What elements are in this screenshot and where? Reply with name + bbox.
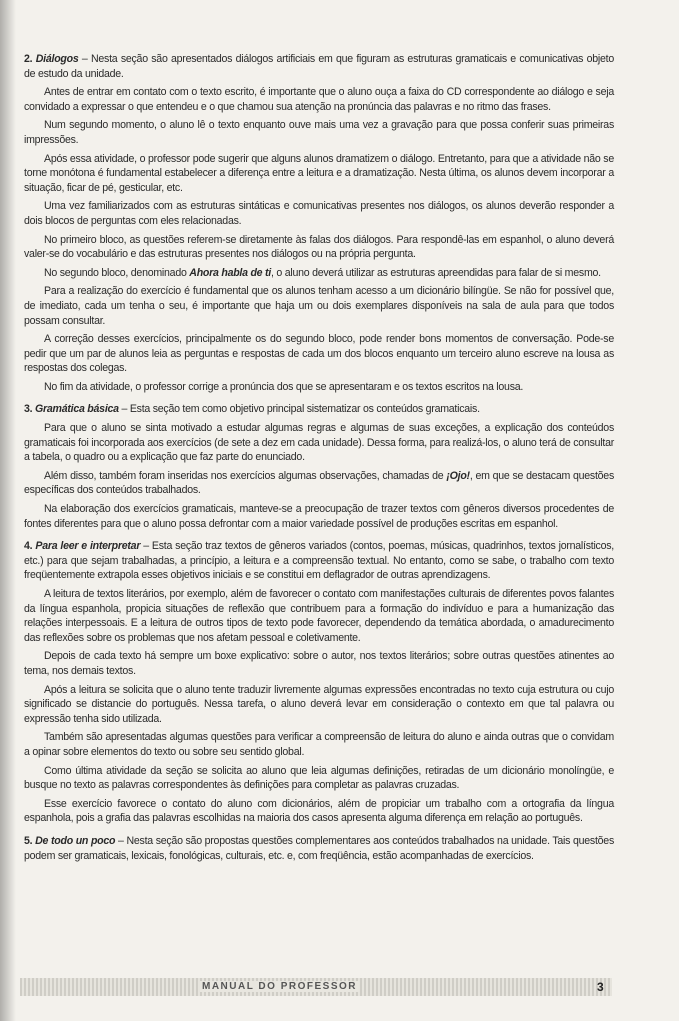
section-4-intro: 4. Para leer e interpretar – Esta seção traz textos de gêneros variados (contos, poemas, músicas, quadrinhos, textos jornalísticos, etc.) para que sejam trabalhadas, a princípio, a leitura e a compreensão textual. No entanto, como se sabe, o trabalho com texto freqüentemente extrapola esses objetivos iniciais e se constitui em deflagrador de outras aprendizagens. — [24, 540, 614, 582]
paragraph: Também são apresentadas algumas questões para verificar a compreensão de leitura do aluno e ainda outras que o convidam a opinar sobre elementos do texto ou sobre seu sentido global. — [24, 731, 614, 758]
paragraph: Após essa atividade, o professor pode sugerir que alguns alunos dramatizem o diálogo. Entretanto, para que a atividade não se torne monótona é fundamental estabelecer a diferença entre a leitura e a dramatização. Nesta última, os alunos devem incorporar a situação, ficar de pé, gesticular, etc. — [24, 152, 614, 194]
section-title: Para leer e interpretar — [35, 540, 141, 553]
section-2-intro: 2. Diálogos – Nesta seção são apresentados diálogos artificiais em que figuram as estruturas gramaticais e comunicativas objeto de estudo da unidade. — [24, 53, 614, 80]
text-run: Além disso, também foram inseridas nos exercícios algumas observações, chamadas de — [44, 469, 447, 482]
section-para-leer — [24, 539, 614, 826]
paragraph: Para a realização do exercício é fundamental que os alunos tenham acesso a um dicionário bilíngüe. Se não for possível que, de imediato, cada um tenha o seu, é importante que haja um ou dois exemplares disponíveis na sala de aula para que todos possam consultar. — [24, 285, 614, 327]
paragraph — [24, 266, 614, 281]
paragraph: Num segundo momento, o aluno lê o texto enquanto ouve mais uma vez a gravação para que possa conferir suas primeiras impressões. — [24, 119, 614, 146]
text-run: No segundo bloco, denominado — [44, 266, 190, 279]
section-dialogos — [24, 52, 614, 394]
footer-band — [20, 978, 612, 996]
section-5-intro: 5. De todo un poco – Nesta seção são propostas questões complementares aos conteúdos trabalhados na unidade. Tais questões podem ser gramaticais, lexicais, fonológicas, culturais, etc. e, com freqüência, estão acompanhadas de exercícios. — [24, 834, 614, 862]
page-binding-shadow — [0, 0, 16, 1021]
section-title: Diálogos — [35, 53, 79, 65]
emphasis-term: ¡Ojo! — [446, 469, 470, 482]
section-title: De todo un poco — [35, 834, 116, 847]
paragraph: Após a leitura se solicita que o aluno tente traduzir livremente algumas expressões encontradas no texto cuja estrutura ou cujo significado se distancie do português. Nessa tarefa, o aluno deverá levar em consideração o contexto em que tal palavra ou expressão tenha sido utilizada. — [24, 683, 614, 725]
section-number: 3. — [24, 403, 33, 416]
footer-label: MANUAL DO PROFESSOR — [202, 981, 357, 992]
paragraph: A leitura de textos literários, por exemplo, além de favorecer o contato com manifestações culturais de diferentes povos falantes da língua espanhola, propicia situações de reflexão que contribuem para a formação do indivíduo e para a humanização das relações interpessoais. E a leitura de outros tipos de texto pode favorecer, dependendo da temática abordada, o amadurecimento das reflexões sobre os problemas que nos afetam pessoal e coletivamente. — [24, 588, 614, 644]
paragraph: Nesta seção são apresentados diálogos artificiais em que figuram as estruturas gramaticais e comunicativas objeto de estudo da unidade. — [24, 53, 614, 80]
section-de-todo-un-poco — [24, 834, 614, 863]
section-number: 4. — [24, 540, 33, 553]
paragraph: Esse exercício favorece o contato do aluno com dicionários, além de propiciar um trabalho com a ortografia da língua espanhola, pois a grafia das palavras escolhidas na maioria dos casos apresenta alguma diferença em relação ao português. — [24, 797, 614, 825]
paragraph — [24, 469, 614, 498]
paragraph: Esta seção traz textos de gêneros variados (contos, poemas, músicas, quadrinhos, textos jornalísticos, etc.) para que sejam trabalhadas, a princípio, a leitura e a compreensão textual. No entanto, como se sabe, o trabalho com texto freqüentemente extrapola esses objetivos iniciais e se constitui em deflagrador de outras aprendizagens. — [24, 540, 614, 582]
section-number: 2. — [24, 53, 33, 65]
paragraph: Uma vez familiarizados com as estruturas sintáticas e comunicativas presentes nos diálogos, os alunos deverão responder a dois blocos de perguntas com eles relacionadas. — [24, 200, 614, 227]
paragraph: Na elaboração dos exercícios gramaticais, manteve-se a preocupação de trazer textos com gêneros diversos procedentes de fontes diferentes para que o aluno possa defrontar com a maior variedade possível de produções escritas em espanhol. — [24, 503, 614, 530]
paragraph: Esta seção tem como objetivo principal sistematizar os conteúdos gramaticais. — [129, 403, 480, 416]
section-gramatica-basica — [24, 402, 614, 531]
text-run: , o aluno deverá utilizar as estruturas apreendidas para falar de si mesmo. — [271, 266, 601, 279]
paragraph: A correção desses exercícios, principalmente os do segundo bloco, pode render bons momentos de conversação. Pode-se pedir que um par de alunos leia as perguntas e respostas de cada um dos blocos enquanto um terceiro aluno escreve na lousa as respostas dos colegas. — [24, 333, 614, 375]
paragraph: Como última atividade da seção se solicita ao aluno que leia algumas definições, retiradas de um dicionário monolíngüe, e busque no texto as palavras correspondentes às definições para completar as palavras cruzadas. — [24, 764, 614, 792]
section-title: Gramática básica — [35, 403, 119, 416]
paragraph: Para que o aluno se sinta motivado a estudar algumas regras e algumas de suas exceções, a explicação dos conteúdos gramaticais foi incorporada aos exercícios (de sete a dez em cada unidade). Dessa forma, para realizá-los, o aluno terá de consultar a tabela, o quadro ou a explicação que faz parte do enunciado. — [24, 422, 614, 464]
emphasis-term: Ahora habla de ti — [189, 266, 271, 279]
page-number: 3 — [597, 980, 604, 994]
paragraph: No primeiro bloco, as questões referem-se diretamente às falas dos diálogos. Para respondê-las em espanhol, o aluno deverá valer-se do vocabulário e das estruturas presentes nos diálogos ou na própria pergunta. — [24, 233, 614, 261]
paragraph: No fim da atividade, o professor corrige a pronúncia dos que se apresentaram e os textos escritos na lousa. — [44, 380, 524, 393]
paragraph: Antes de entrar em contato com o texto escrito, é importante que o aluno ouça a faixa do CD correspondente ao diálogo e seja convidado a expressar o que entendeu e o que chamou sua atenção na pronúncia das palavras e no ritmo das frases. — [24, 86, 614, 113]
section-number: 5. — [24, 834, 33, 847]
section-3-intro: 3. Gramática básica – Esta seção tem como objetivo principal sistematizar os conteúdos gramaticais. — [24, 403, 480, 416]
page-body — [24, 52, 614, 871]
text-run: , em que se destacam questões específicas dos conteúdos trabalhados. — [24, 469, 614, 497]
paragraph: Nesta seção são propostas questões complementares aos conteúdos trabalhados na unidade. Tais questões podem ser gramaticais, lexicais, fonológicas, culturais, etc. e, com freqüência, estão acompanhadas de exercícios. — [24, 834, 614, 862]
paragraph: Depois de cada texto há sempre um boxe explicativo: sobre o autor, nos textos literários; sobre outras questões atinentes ao tema, nos demais textos. — [24, 650, 614, 677]
